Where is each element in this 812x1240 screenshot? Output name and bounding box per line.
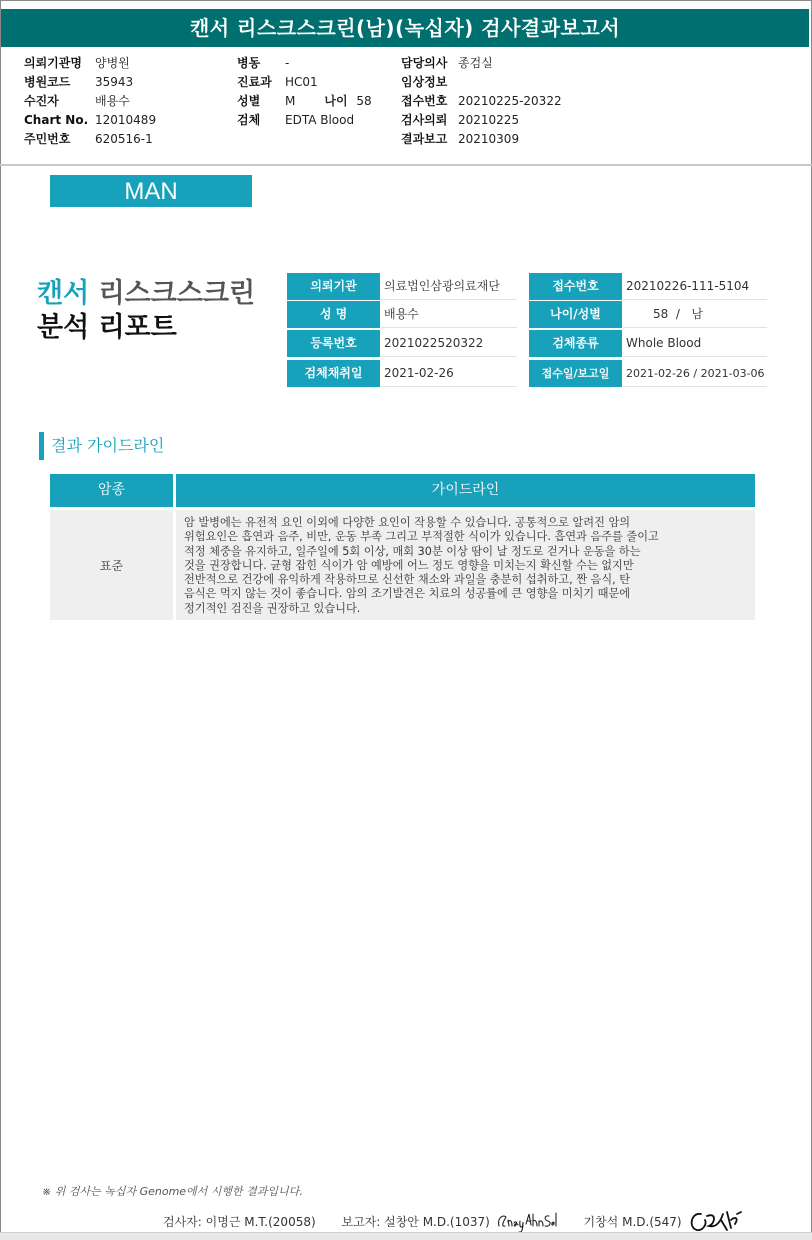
value-chart-no: 12010489 bbox=[95, 113, 157, 127]
label-result-report: 결과보고 bbox=[401, 132, 448, 146]
label-sex: 성별 bbox=[237, 94, 261, 108]
info-label-receipt-no: 접수번호 bbox=[529, 273, 622, 300]
info-value-specimen-type: Whole Blood bbox=[623, 330, 767, 357]
director-name: 기창석 M.D.(547) bbox=[583, 1214, 682, 1229]
info-label-specimen-type: 검체종류 bbox=[529, 330, 622, 357]
patient-info-column-1 bbox=[24, 54, 156, 149]
label-patient-name: 수진자 bbox=[24, 94, 59, 108]
guideline-header-guideline: 가이드라인 bbox=[176, 474, 755, 507]
bottom-rule bbox=[0, 1232, 812, 1240]
value-patient-name: 배용수 bbox=[95, 94, 130, 108]
value-specimen: EDTA Blood bbox=[285, 113, 355, 127]
info-value-institution: 의료법인삼광의료재단 bbox=[381, 273, 517, 300]
info-value-receipt-report-date: 2021-02-26 / 2021-03-06 bbox=[623, 360, 767, 387]
guideline-header-cancer-type: 암종 bbox=[50, 474, 173, 507]
value-hospital-code: 35943 bbox=[95, 75, 134, 89]
patient-info-column-3 bbox=[401, 54, 562, 149]
info-value-name: 배용수 bbox=[381, 301, 517, 328]
label-physician: 담당의사 bbox=[401, 56, 448, 70]
tester-name: 검사자: 이명근 M.T.(20058) bbox=[163, 1214, 316, 1229]
label-ward: 병동 bbox=[237, 56, 261, 70]
label-requesting-institution: 의뢰기관명 bbox=[24, 56, 82, 70]
label-age: 나이 bbox=[324, 94, 348, 108]
report-heading bbox=[37, 277, 255, 345]
info-label-name: 성 명 bbox=[287, 301, 380, 328]
report-title: 캔서 리스크스크린(남)(녹십자) 검사결과보고서 bbox=[1, 9, 809, 47]
value-physician: 종검실 bbox=[458, 56, 493, 70]
heading-cancer: 캔서 bbox=[37, 278, 90, 309]
label-department: 진료과 bbox=[237, 75, 272, 89]
info-label-institution: 의뢰기관 bbox=[287, 273, 380, 300]
value-sex: M bbox=[285, 94, 296, 108]
value-result-report: 20210309 bbox=[458, 132, 520, 146]
gender-badge: MAN bbox=[50, 175, 252, 207]
value-receipt-number: 20210225-20322 bbox=[458, 94, 562, 108]
label-test-request: 검사의뢰 bbox=[401, 113, 448, 127]
label-resident-number: 주민번호 bbox=[24, 132, 71, 146]
label-hospital-code: 병원코드 bbox=[24, 75, 71, 89]
guideline-line: 음식은 먹지 않는 것이 좋습니다. 암의 조기발견은 치료의 성공률에 큰 영향을 미치기 때문에 bbox=[184, 587, 631, 601]
section-title-guideline: 결과 가이드라인 bbox=[51, 436, 165, 455]
value-age: 58 bbox=[356, 94, 372, 108]
guideline-line: 암 발병에는 유전적 요인 이외에 다양한 요인이 작용할 수 있습니다. 공통적으로 알려진 암의 bbox=[184, 516, 631, 529]
patient-info-column-2 bbox=[237, 54, 372, 130]
label-clinical-info: 임상정보 bbox=[401, 75, 448, 89]
guideline-line: 정기적인 검진을 권장하고 있습니다. bbox=[184, 601, 361, 615]
heading-risk-screen: 리스크스크린 bbox=[98, 278, 256, 309]
guideline-text bbox=[176, 510, 755, 620]
label-chart-no: Chart No. bbox=[24, 113, 89, 127]
info-label-age-sex: 나이/성별 bbox=[529, 301, 622, 328]
info-value-receipt-no: 20210226-111-5104 bbox=[623, 273, 767, 300]
info-label-collection-date: 검체채취일 bbox=[287, 360, 380, 387]
guideline-line: 것을 권장합니다. 균형 잡힌 식이가 암 예방에 어느 정도 영향을 미치는지 확신할 수는 없지만 bbox=[184, 558, 634, 572]
label-specimen: 검체 bbox=[237, 113, 261, 127]
info-label-registration-no: 등록번호 bbox=[287, 330, 380, 357]
reporter-signature bbox=[496, 1209, 558, 1233]
guideline-line: 위험요인은 흡연과 음주, 비만, 운동 부족 그리고 부적절한 식이가 있습니다. 흡연과 음주를 줄이고 bbox=[184, 530, 659, 544]
info-value-collection-date: 2021-02-26 bbox=[381, 360, 517, 387]
value-test-request: 20210225 bbox=[458, 113, 520, 127]
section-marker bbox=[39, 432, 44, 460]
guideline-line: 적정 체중을 유지하고, 일주일에 5회 이상, 매회 30분 이상 땀이 날 정도로 걷거나 운동을 하는 bbox=[184, 544, 641, 558]
value-department: HC01 bbox=[285, 75, 318, 89]
heading-analysis-report: 분석 리포트 bbox=[37, 312, 177, 343]
label-receipt-number: 접수번호 bbox=[401, 94, 448, 108]
info-label-receipt-report-date: 접수일/보고일 bbox=[529, 360, 622, 387]
guideline-line: 전반적으로 건강에 유익하게 작용하므로 신선한 채소와 과일을 충분히 섭취하고, 짠 음식, 탄 bbox=[184, 573, 631, 587]
info-value-age-sex: 58 / 남 bbox=[623, 301, 767, 328]
reporter-name: 보고자: 설창안 M.D.(1037) bbox=[341, 1214, 490, 1229]
info-value-registration-no: 2021022520322 bbox=[381, 330, 517, 357]
value-resident-number: 620516-1 bbox=[95, 132, 153, 146]
footnote: ※ 위 검사는 녹십자 Genome에서 시행한 결과입니다. bbox=[42, 1185, 303, 1198]
guideline-row-label: 표준 bbox=[50, 510, 173, 620]
value-ward: - bbox=[285, 56, 290, 70]
header-divider bbox=[0, 164, 812, 166]
value-requesting-institution: 양병원 bbox=[95, 56, 130, 70]
